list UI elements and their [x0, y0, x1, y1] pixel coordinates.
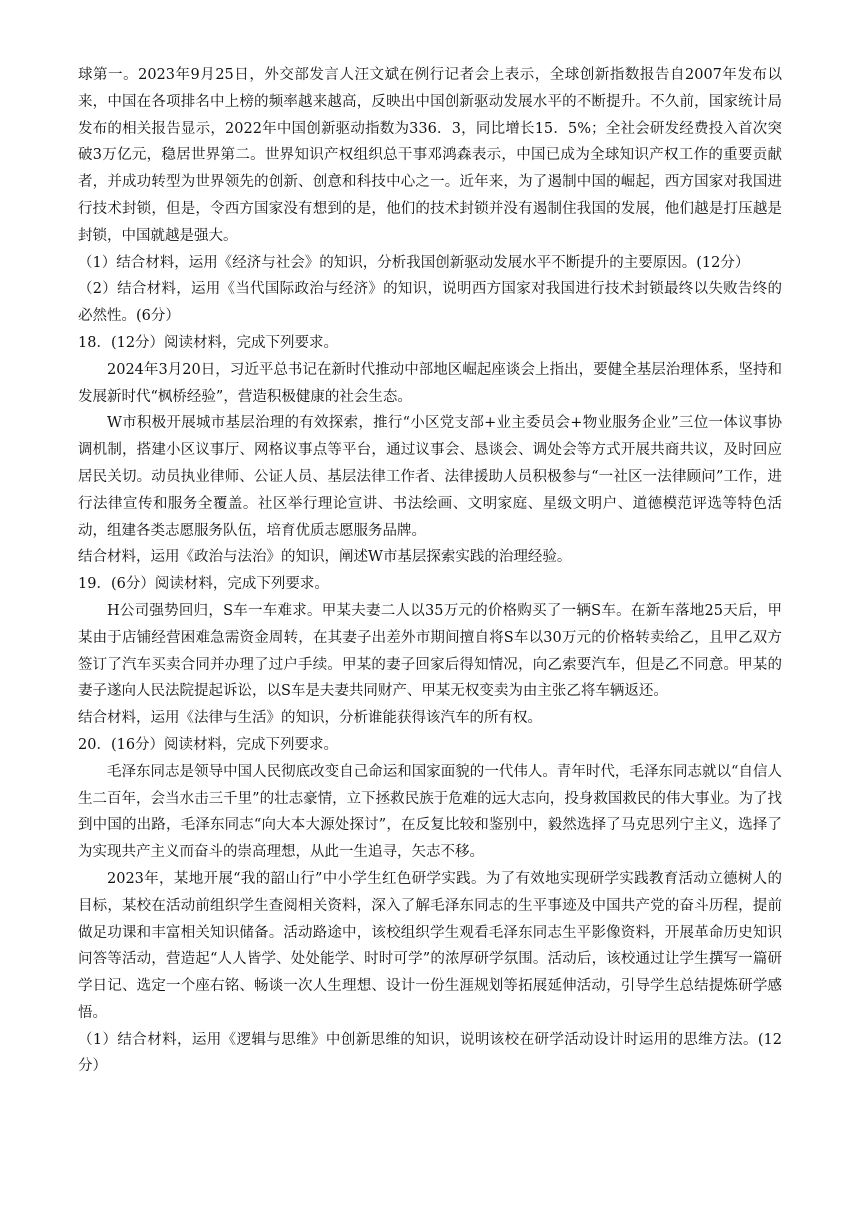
- q17-sub-question-2: （2）结合材料，运用《当代国际政治与经济》的知识，说明西方国家对我国进行技术封锁最终以失败告终的必然性。(6分）: [78, 281, 782, 325]
- q17-sub-question-1: （1）结合材料，运用《经济与社会》的知识，分析我国创新驱动发展水平不断提升的主要原因。(12分）: [78, 254, 750, 271]
- q20-header: 20．(16分）阅读材料，完成下列要求。: [78, 736, 339, 753]
- q19-header: 19．(6分）阅读材料，完成下列要求。: [78, 576, 329, 593]
- q20-sub-question-1: （1）结合材料，运用《逻辑与思维》中创新思维的知识，说明该校在研学活动设计时运用的思维方法。(12分）: [78, 1031, 782, 1075]
- q20-material-paragraph-1: 毛泽东同志是领导中国人民彻底改变自己命运和国家面貌的一代伟人。青年时代，毛泽东同志就以“自信人生二百年，会当水击三千里”的壮志豪情，立下拯救民族于危难的远大志向，投身救国救民的伟大事业。为了找到中国的出路，毛泽东同志“向大本大源处探讨”，在反复比较和鉴别中，毅然选择了马克思列宁主义，选择了为实现共产主义而奋斗的崇高理想，从此一生追寻，矢志不移。: [78, 763, 782, 861]
- q17-material-paragraph: 球第一。2023年9月25日，外交部发言人汪文斌在例行记者会上表示，全球创新指数报告自2007年发布以来，中国在各项排名中上榜的频率越来越高，反映出中国创新驱动发展水平的不断提升。不久前，国家统计局发布的相关报告显示，2022年中国创新驱动指数为336．3，同比增长15．5%；全社会研发经费投入首次突破3万亿元，稳居世界第二。世界知识产权组织总干事邓鸿森表示，中国已成为全球知识产权工作的重要贡献者，并成功转型为世界领先的创新、创意和科技中心之一。近年来，为了遏制中国的崛起，西方国家对我国进行技术封锁，但是，令西方国家没有想到的是，他们的技术封锁并没有遏制住我国的发展，他们越是打压越是封锁，中国就越是强大。: [78, 67, 782, 244]
- q18-header: 18．(12分）阅读材料，完成下列要求。: [78, 334, 339, 351]
- exam-page: [78, 62, 782, 1080]
- q20-material-paragraph-2: 2023年，某地开展“我的韶山行”中小学生红色研学实践。为了有效地实现研学实践教育活动立德树人的目标，某校在活动前组织学生查阅相关资料，深入了解毛泽东同志的生平事迹及中国共产党的奋斗历程，提前做足功课和丰富相关知识储备。活动路途中，该校组织学生观看毛泽东同志生平影像资料，开展革命历史知识问答等活动，营造起“人人皆学、处处能学、时时可学”的浓厚研学氛围。活动后，该校通过让学生撰写一篇研学日记、选定一个座右铭、畅谈一次人生理想、设计一份生涯规划等拓展延伸活动，引导学生总结提炼研学感悟。: [78, 870, 782, 1021]
- q18-question: 结合材料，运用《政治与法治》的知识，阐述W市基层探索实践的治理经验。: [78, 549, 572, 566]
- q18-material-paragraph-2: W市积极开展城市基层治理的有效探索，推行“小区党支部+业主委员会+物业服务企业”三位一体议事协调机制，搭建小区议事厅、网格议事点等平台，通过议事会、恳谈会、调处会等方式开展共商共议，及时回应居民关切。动员执业律师、公证人员、基层法律工作者、法律援助人员积极参与“一社区一法律顾问”工作，进行法律宣传和服务全覆盖。社区举行理论宣讲、书法绘画、文明家庭、星级文明户、道德模范评选等特色活动，组建各类志愿服务队伍，培育优质志愿服务品牌。: [78, 415, 782, 539]
- q19-question: 结合材料，运用《法律与生活》的知识，分析谁能获得该汽车的所有权。: [78, 710, 542, 727]
- q19-material-paragraph: H公司强势回归，S车一车难求。甲某夫妻二人以35万元的价格购买了一辆S车。在新车落地25天后，甲某由于店铺经营困难急需资金周转，在其妻子出差外市期间擅自将S车以30万元的价格转卖给乙，且甲乙双方签订了汽车买卖合同并办理了过户手续。甲某的妻子回家后得知情况，向乙索要汽车，但是乙不同意。甲某的妻子遂向人民法院提起诉讼，以S车是夫妻共同财产、甲某无权变卖为由主张乙将车辆返还。: [78, 602, 782, 700]
- q18-material-paragraph-1: 2024年3月20日，习近平总书记在新时代推动中部地区崛起座谈会上指出，要健全基层治理体系，坚持和发展新时代“枫桥经验”，营造积极健康的社会生态。: [78, 361, 782, 405]
